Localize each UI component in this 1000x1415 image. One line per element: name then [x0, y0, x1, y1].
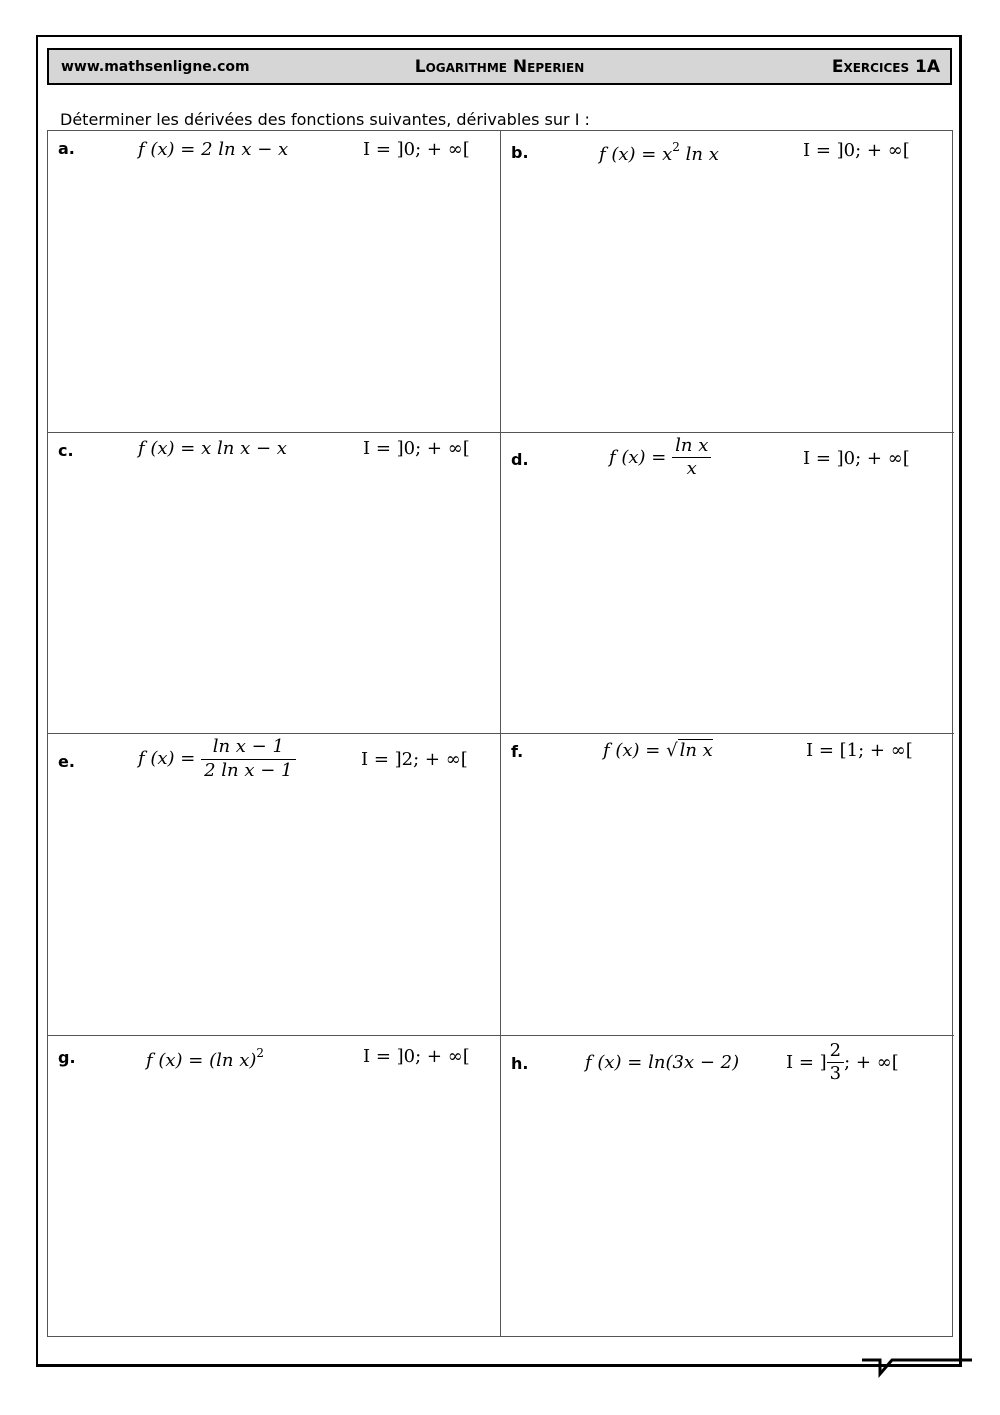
exercise-label: e. — [58, 752, 75, 771]
instruction-text: Déterminer les dérivées des fonctions suivantes, dérivables sur I : — [60, 110, 590, 129]
exercise-label: g. — [58, 1047, 76, 1067]
interval: I = ]0; + ∞[ — [363, 437, 470, 459]
exercise-grid — [47, 130, 953, 1337]
exercise-label: f. — [511, 742, 524, 761]
exercise-cell-b — [501, 131, 954, 433]
function-expression: f (x) = x ln x − x — [138, 437, 287, 459]
function-expression: f (x) = (ln x)$^2$ — [146, 1045, 265, 1071]
function-expression: f (x) = $\frac{\text{ln x}}{x}$ — [609, 435, 711, 481]
exercise-label: a. — [58, 139, 75, 158]
page-title: Logarithme Neperien — [414, 57, 585, 77]
function-expression: f (x) = $\frac{\text{ln x − 1}}{\text{2 ln x − 1}}$ — [138, 736, 296, 782]
exercise-id: Exercices 1A — [831, 57, 940, 77]
exercise-label: h. — [511, 1053, 529, 1073]
function-expression: f (x) = 2 ln x − x — [138, 139, 289, 160]
exercise-cell-c — [48, 433, 501, 735]
exercise-label: c. — [58, 440, 74, 460]
exercise-cell-f — [501, 734, 954, 1036]
interval: I = ] $\frac{2}{3}$ ; + ∞[ — [786, 1039, 899, 1084]
interval: I = ]0; + ∞[ — [803, 447, 910, 469]
function-expression: f $(x) = x^2$ ln x — [599, 140, 719, 165]
exercise-cell-d — [501, 433, 954, 735]
exercise-cell-e — [48, 734, 501, 1036]
interval: I = ]2; + ∞[ — [361, 749, 468, 770]
exercise-cell-h — [501, 1036, 954, 1338]
function-expression: f (x) = ln(3x − 2) — [585, 1051, 740, 1073]
interval: I = [1; + ∞[ — [806, 740, 913, 761]
site-url: www.mathsenligne.com — [61, 59, 250, 75]
interval: I = ]0; + ∞[ — [363, 139, 470, 160]
interval: I = ]0; + ∞[ — [363, 1045, 470, 1067]
exercise-cell-g — [48, 1036, 501, 1338]
exercise-label: d. — [511, 449, 529, 469]
corner-mark — [862, 1352, 972, 1382]
function-expression: f (x) = √ ln x — [603, 740, 713, 761]
interval: I = ]0; + ∞[ — [803, 140, 910, 161]
page-header — [47, 48, 952, 85]
exercise-label: b. — [511, 143, 529, 162]
exercise-cell-a — [48, 131, 501, 433]
